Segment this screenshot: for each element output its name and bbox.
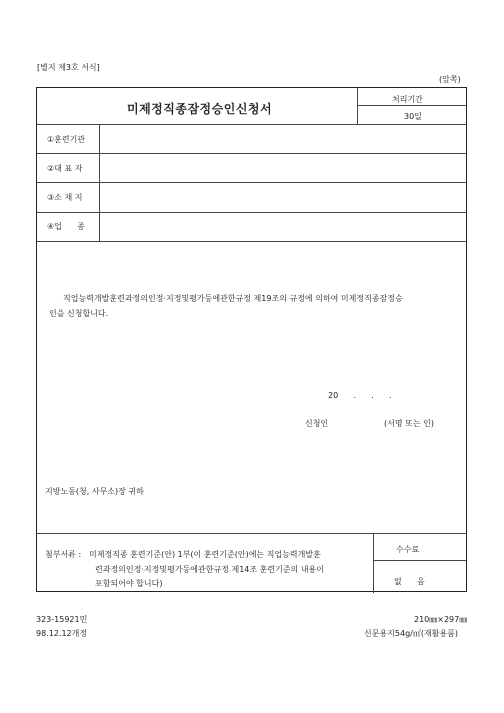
field-input-industry[interactable] bbox=[101, 214, 465, 240]
footer-paper-spec: 신문용지54g/㎡(재활용품) bbox=[364, 629, 459, 638]
fee-label: 수수료 bbox=[396, 545, 420, 554]
title-divider bbox=[357, 88, 358, 124]
row-divider bbox=[37, 153, 466, 154]
applicant-label: 신청인 bbox=[305, 419, 329, 428]
field-input-training-institution[interactable] bbox=[101, 126, 465, 152]
attachments-line1: 미제정직종 훈련기준(안) 1부(이 훈련기준(안)에는 직업능력개발훈 bbox=[89, 550, 321, 559]
processing-period-value: 30일 bbox=[404, 112, 422, 121]
fee-column-divider bbox=[373, 533, 374, 593]
footer-revision-date: 98.12.12개정 bbox=[36, 629, 88, 638]
field-input-representative[interactable] bbox=[101, 155, 465, 181]
attachments-divider bbox=[37, 533, 466, 534]
attachments-line3: 포함되어야 합니다) bbox=[95, 579, 163, 588]
addressee: 지방노동(청, 사무소)장 귀하 bbox=[45, 487, 144, 496]
processing-divider bbox=[357, 105, 466, 106]
fee-value: 없 음 bbox=[394, 577, 425, 586]
row-divider bbox=[37, 124, 466, 125]
signature-label: (서명 또는 인) bbox=[384, 419, 434, 428]
field-input-address[interactable] bbox=[101, 184, 465, 211]
form-number: [별지 제3호 서식] bbox=[37, 63, 100, 72]
field-label-training-institution: ①훈련기관 bbox=[47, 135, 86, 144]
application-form bbox=[36, 87, 467, 592]
row-divider bbox=[37, 182, 466, 183]
label-column-divider bbox=[99, 124, 100, 241]
processing-period-label: 처리기간 bbox=[392, 95, 423, 104]
date-line[interactable]: 20 . . . bbox=[328, 391, 392, 400]
field-label-address: ③소 재 지 bbox=[47, 193, 83, 202]
application-statement-line1: 직업능력개발훈련과정의인정·지정및평가등에관한규정 제19조의 규정에 의하여 미제정직종잠정승 bbox=[63, 294, 403, 303]
page-side-label: (앞쪽) bbox=[439, 75, 461, 84]
field-label-representative: ②대 표 자 bbox=[47, 164, 83, 173]
fee-divider bbox=[373, 560, 466, 561]
footer-paper-size: 210㎜×297㎜ bbox=[414, 615, 468, 624]
field-label-industry: ④업 종 bbox=[47, 222, 85, 231]
attachments-line2: 련과정의인정·지정및평가등에관한규정 제14조 훈련기준의 내용이 bbox=[95, 565, 325, 574]
footer-form-code: 323-15921민 bbox=[36, 615, 88, 624]
attachments-label: 첨부서류 : bbox=[45, 550, 82, 559]
application-statement-line2: 인을 신청합니다. bbox=[49, 309, 109, 318]
row-divider bbox=[37, 241, 466, 242]
form-title: 미제정직종잠정승인신청서 bbox=[127, 102, 273, 116]
row-divider bbox=[37, 212, 466, 213]
